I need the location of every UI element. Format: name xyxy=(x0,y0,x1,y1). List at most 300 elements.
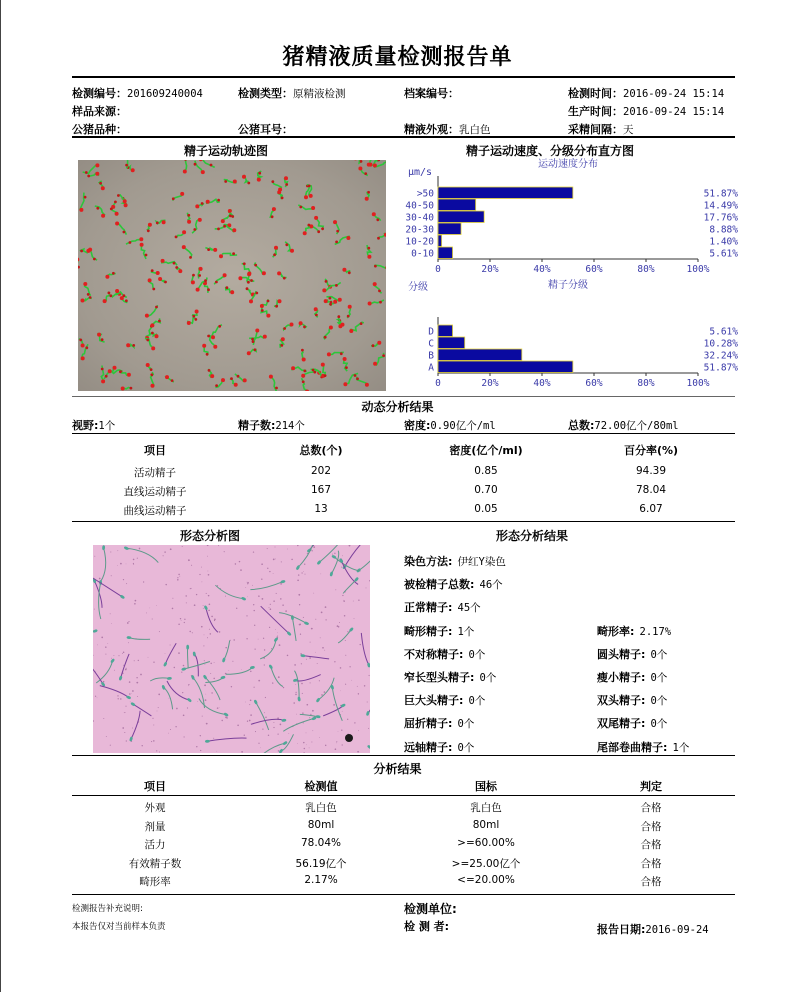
sperm-track xyxy=(280,337,285,348)
analysis-col-header: 国标 xyxy=(475,780,497,793)
sperm-track xyxy=(206,199,220,204)
stain-speck xyxy=(247,582,248,583)
stain-speck xyxy=(123,665,124,666)
summary-sperm-count: 精子数:214个 xyxy=(238,419,305,432)
stained-sperm xyxy=(93,658,106,687)
page-edge xyxy=(0,0,1,992)
stained-sperm xyxy=(330,684,342,720)
stain-speck xyxy=(345,684,346,685)
stained-sperm xyxy=(251,719,287,725)
speed-value-label: 8.88% xyxy=(709,224,738,236)
stain-speck xyxy=(216,751,217,752)
stained-sperm xyxy=(118,654,129,681)
stained-sperm xyxy=(205,738,247,743)
stain-speck xyxy=(282,604,284,606)
sperm-track xyxy=(342,268,350,275)
sperm-track xyxy=(325,279,333,289)
stain-speck xyxy=(208,574,210,576)
stain-speck xyxy=(192,632,193,633)
stain-speck xyxy=(246,638,247,639)
footer-report-date: 报告日期:2016-09-24 xyxy=(597,923,709,936)
table-cell: 167 xyxy=(310,484,332,496)
stain-speck xyxy=(127,622,129,624)
stain-speck xyxy=(262,598,264,600)
stain-speck xyxy=(126,583,127,584)
stain-speck xyxy=(117,565,118,566)
morph-item: 双头精子: 0个 xyxy=(597,694,668,707)
sperm-track xyxy=(365,191,370,201)
stain-speck xyxy=(324,691,326,693)
stain-speck xyxy=(351,680,352,681)
stain-speck xyxy=(201,626,203,628)
stain-speck xyxy=(369,675,370,676)
stained-sperm xyxy=(250,580,285,590)
speed-category-label: 10-20 xyxy=(405,236,434,248)
stain-speck xyxy=(317,663,318,664)
sperm-track xyxy=(192,218,202,233)
morph-item: 正常精子: 45个 xyxy=(404,601,481,614)
stained-sperm xyxy=(150,677,172,681)
sperm-track xyxy=(191,274,195,285)
grade-tick-label: 40% xyxy=(533,378,551,389)
stain-speck xyxy=(120,698,121,699)
stained-sperm xyxy=(215,585,246,601)
table-cell: >=60.00% xyxy=(457,837,515,849)
grade-category-label: B xyxy=(428,350,434,362)
stain-speck xyxy=(258,680,260,682)
stain-speck xyxy=(201,581,202,582)
stained-sperm xyxy=(343,577,359,594)
stain-speck xyxy=(178,574,180,576)
speed-category-label: 40-50 xyxy=(405,200,434,212)
stain-speck xyxy=(204,660,205,661)
stain-speck xyxy=(324,650,325,651)
sperm-track xyxy=(354,160,363,163)
stain-speck xyxy=(181,671,182,672)
stain-speck xyxy=(304,752,305,753)
stain-speck xyxy=(120,563,122,565)
sperm-track xyxy=(161,259,177,265)
stain-speck xyxy=(270,608,272,610)
stain-speck xyxy=(342,711,343,712)
stain-speck xyxy=(128,621,129,622)
dynamic-title: 动态分析结果 xyxy=(361,400,434,414)
stain-speck xyxy=(273,600,275,602)
stain-speck xyxy=(129,693,131,695)
stain-speck xyxy=(93,720,94,722)
stain-speck xyxy=(149,608,150,609)
sperm-track xyxy=(372,212,381,221)
stain-speck xyxy=(213,678,215,680)
sperm-track xyxy=(246,287,255,296)
sperm-track xyxy=(105,272,115,279)
stain-speck xyxy=(126,740,127,741)
stain-speck xyxy=(353,601,354,602)
speed-category-label: 20-30 xyxy=(405,224,434,236)
stain-speck xyxy=(191,565,192,566)
stain-speck xyxy=(246,615,247,616)
stain-speck xyxy=(269,627,270,628)
stain-speck xyxy=(197,701,198,702)
stained-sperm xyxy=(367,745,370,753)
sperm-track xyxy=(343,373,358,386)
speed-category-label: 0-10 xyxy=(411,248,434,260)
stain-speck xyxy=(277,733,278,734)
divider-top xyxy=(72,76,735,78)
morph-item: 被检精子总数: 46个 xyxy=(404,578,503,591)
stain-speck xyxy=(253,551,254,552)
stain-speck xyxy=(342,595,343,596)
stain-speck xyxy=(200,750,201,751)
stain-speck xyxy=(309,657,311,659)
stain-speck xyxy=(291,559,293,561)
table-cell: 合格 xyxy=(640,876,662,888)
stain-speck xyxy=(205,699,207,701)
stain-speck xyxy=(133,563,134,564)
stain-speck xyxy=(158,707,159,708)
stain-speck xyxy=(303,742,304,743)
stain-speck xyxy=(319,680,320,681)
stain-speck xyxy=(275,629,276,630)
sperm-track xyxy=(242,175,250,185)
stain-speck xyxy=(358,730,359,731)
stain-speck xyxy=(247,583,248,584)
stain-speck xyxy=(288,733,289,734)
stain-speck xyxy=(207,556,208,557)
sperm-track-overlay xyxy=(78,160,386,391)
stain-speck xyxy=(122,653,123,654)
morph-item: 双尾精子: 0个 xyxy=(597,717,668,730)
sperm-track xyxy=(147,223,152,232)
table-cell: 0.85 xyxy=(474,465,498,477)
stain-speck xyxy=(131,693,132,694)
footer-note-responsibility: 本报告仅对当前样本负责 xyxy=(72,922,166,932)
sperm-track xyxy=(221,213,232,223)
stain-speck xyxy=(185,595,186,596)
stain-speck xyxy=(124,732,125,733)
sperm-track xyxy=(194,161,205,174)
stain-speck xyxy=(250,714,252,716)
stain-speck xyxy=(272,682,273,683)
stain-speck xyxy=(342,555,343,556)
sperm-track xyxy=(119,370,131,377)
morph-item: 不对称精子: 0个 xyxy=(404,648,486,661)
stain-speck xyxy=(267,548,268,549)
stain-speck xyxy=(332,554,333,555)
stain-speck xyxy=(302,693,303,694)
dyn-col-header: 密度(亿个/ml) xyxy=(449,444,523,457)
stain-speck xyxy=(275,547,276,548)
table-cell: 活动精子 xyxy=(134,467,176,479)
stain-speck xyxy=(265,697,266,698)
stain-speck xyxy=(153,662,154,663)
stain-speck xyxy=(153,725,154,726)
sperm-track xyxy=(121,387,133,391)
stain-speck xyxy=(125,669,127,671)
stain-speck xyxy=(315,619,316,620)
divider-dynamic xyxy=(72,396,735,397)
stain-speck xyxy=(184,736,185,737)
stain-speck xyxy=(213,738,214,739)
speed-value-label: 51.87% xyxy=(703,188,738,200)
sperm-track xyxy=(214,273,226,284)
stain-speck xyxy=(187,707,188,708)
stain-speck xyxy=(177,577,178,578)
stained-sperm xyxy=(338,627,354,643)
table-cell: 2.17% xyxy=(304,874,338,886)
stain-speck xyxy=(105,654,106,655)
stain-speck xyxy=(209,604,211,606)
footer-note-supplement: 检测报告补充说明: xyxy=(72,904,143,914)
grade-chart-title: 精子分级 xyxy=(548,280,588,291)
stain-speck xyxy=(156,605,157,606)
stained-sperm xyxy=(193,651,199,676)
stain-speck xyxy=(148,657,149,658)
stain-speck xyxy=(366,587,367,588)
morph-item: 圆头精子: 0个 xyxy=(597,648,668,661)
field-sample-source: 样品来源： xyxy=(72,105,127,118)
divider-footer xyxy=(72,894,735,895)
table-cell: 80ml xyxy=(472,818,500,831)
stain-speck xyxy=(211,616,213,618)
grade-value-label: 10.28% xyxy=(703,338,738,350)
stain-speck xyxy=(254,625,255,626)
stain-speck xyxy=(280,583,282,585)
stain-speck xyxy=(279,747,280,748)
sperm-track xyxy=(101,366,105,384)
speed-chart-title: 运动速度分布 xyxy=(538,159,598,170)
stain-speck xyxy=(110,551,111,552)
debris-dot xyxy=(345,734,353,742)
stain-speck xyxy=(271,648,272,649)
table-cell: 合格 xyxy=(640,820,662,833)
speed-bar xyxy=(438,187,573,199)
stain-speck xyxy=(113,655,114,656)
stain-speck xyxy=(221,720,222,721)
sperm-track xyxy=(371,341,381,347)
stain-speck xyxy=(265,716,267,718)
stain-speck xyxy=(174,667,175,668)
table-cell: 6.07 xyxy=(639,503,663,515)
stain-speck xyxy=(188,684,189,685)
stain-speck xyxy=(279,644,281,646)
stained-sperm xyxy=(342,545,365,570)
stain-speck xyxy=(245,702,246,703)
stain-speck xyxy=(261,578,262,579)
table-cell: 外观 xyxy=(144,802,166,814)
stain-speck xyxy=(170,729,171,730)
stain-speck xyxy=(236,608,237,609)
stain-speck xyxy=(364,685,365,686)
stain-speck xyxy=(304,748,306,750)
stain-speck xyxy=(206,723,208,725)
stain-speck xyxy=(125,712,126,713)
stain-speck xyxy=(158,694,160,696)
stain-speck xyxy=(181,620,182,621)
stain-speck xyxy=(334,553,335,554)
sperm-track xyxy=(242,262,252,275)
stain-speck xyxy=(152,618,153,619)
stain-speck xyxy=(260,747,261,748)
speed-value-label: 14.49% xyxy=(703,200,738,212)
stain-speck xyxy=(142,745,143,746)
stain-speck xyxy=(313,593,314,594)
stain-speck xyxy=(298,574,299,575)
stain-speck xyxy=(208,571,209,572)
stain-speck xyxy=(335,748,337,750)
stain-speck xyxy=(287,549,288,550)
sperm-track xyxy=(374,265,386,270)
stain-speck xyxy=(105,646,107,648)
stain-speck xyxy=(188,559,190,561)
stain-speck xyxy=(244,735,245,736)
stain-speck xyxy=(358,599,359,600)
stain-speck xyxy=(204,684,206,686)
stain-speck xyxy=(301,683,303,685)
sperm-track xyxy=(145,338,155,350)
stain-speck xyxy=(129,681,131,683)
stain-speck xyxy=(97,697,98,698)
sperm-track xyxy=(110,208,119,216)
histogram-title: 精子运动速度、分级分布直方图 xyxy=(466,144,635,158)
sperm-track xyxy=(327,352,344,356)
stain-speck xyxy=(239,561,240,562)
field-semen-appearance: 精液外观：乳白色 xyxy=(404,123,491,136)
sperm-track xyxy=(224,180,237,184)
stain-speck xyxy=(97,645,98,646)
speed-tick-label: 60% xyxy=(585,264,603,275)
stain-speck xyxy=(111,658,112,659)
stain-speck xyxy=(165,584,166,585)
sperm-track xyxy=(205,248,217,252)
stain-speck xyxy=(139,548,141,550)
morph-result-title: 形态分析结果 xyxy=(496,529,569,543)
sperm-track xyxy=(158,277,167,283)
stain-speck xyxy=(118,655,119,656)
sperm-track xyxy=(269,375,278,391)
stain-speck xyxy=(224,551,225,552)
analysis-col-header: 判定 xyxy=(640,780,662,793)
speed-category-label: >50 xyxy=(416,188,434,200)
morph-item: 染色方法: 伊红Y染色 xyxy=(404,555,506,568)
stain-speck xyxy=(240,569,242,571)
stain-speck xyxy=(325,606,327,608)
stain-speck xyxy=(203,645,204,646)
morphology-overlay xyxy=(93,545,370,753)
speed-bar xyxy=(438,223,461,235)
dyn-col-header: 总数(个) xyxy=(299,444,343,457)
stain-speck xyxy=(281,561,282,562)
stain-speck xyxy=(369,580,370,582)
sperm-track xyxy=(203,281,210,293)
sperm-track xyxy=(187,318,197,325)
stained-sperm xyxy=(124,546,159,563)
stained-sperm xyxy=(261,606,292,636)
sperm-track xyxy=(175,266,182,273)
stain-speck xyxy=(312,730,313,731)
table-cell: 0.05 xyxy=(474,503,498,515)
stain-speck xyxy=(94,609,95,610)
stain-speck xyxy=(111,623,112,624)
stain-speck xyxy=(190,588,191,589)
table-cell: 曲线运动精子 xyxy=(123,505,187,517)
sperm-track xyxy=(195,202,204,208)
stain-speck xyxy=(295,692,296,693)
stained-sperm xyxy=(279,613,309,626)
stain-speck xyxy=(336,741,337,742)
stain-speck xyxy=(337,625,339,627)
stain-speck xyxy=(180,618,181,619)
stain-speck xyxy=(287,655,289,657)
sperm-track xyxy=(314,307,318,317)
stain-speck xyxy=(295,684,296,685)
distribution-histograms xyxy=(395,155,740,395)
stain-speck xyxy=(261,563,263,565)
stain-speck xyxy=(299,604,300,605)
stain-speck xyxy=(264,664,265,665)
stain-speck xyxy=(255,731,256,732)
stain-speck xyxy=(99,578,101,580)
stain-speck xyxy=(206,593,207,594)
stain-speck xyxy=(137,696,138,697)
stain-speck xyxy=(344,615,346,617)
stain-speck xyxy=(218,545,219,546)
table-cell: 乳白色 xyxy=(470,802,502,814)
sperm-track xyxy=(277,190,283,199)
stain-speck xyxy=(132,728,133,729)
table-cell: 78.04% xyxy=(300,837,342,849)
stain-speck xyxy=(126,564,127,565)
stain-speck xyxy=(233,639,234,640)
stain-speck xyxy=(297,743,298,744)
sperm-track xyxy=(356,377,369,387)
stain-speck xyxy=(157,711,158,712)
stain-speck xyxy=(336,743,337,744)
sperm-track xyxy=(103,292,111,304)
stain-speck xyxy=(204,635,205,636)
stain-speck xyxy=(264,649,265,650)
sperm-track xyxy=(150,318,160,327)
stain-speck xyxy=(123,652,125,654)
sperm-track xyxy=(97,333,105,343)
speed-value-label: 1.40% xyxy=(709,236,738,248)
stain-speck xyxy=(283,687,284,688)
stain-speck xyxy=(176,708,178,710)
stain-speck xyxy=(178,652,180,654)
stain-speck xyxy=(124,712,125,713)
stain-speck xyxy=(172,598,173,599)
stain-speck xyxy=(339,622,340,623)
stain-speck xyxy=(111,575,112,576)
sperm-track xyxy=(187,213,191,224)
stain-speck xyxy=(299,624,301,626)
stain-speck xyxy=(232,661,233,662)
stained-sperm xyxy=(300,654,329,659)
stain-speck xyxy=(225,596,226,597)
stain-speck xyxy=(277,635,278,636)
stained-sperm xyxy=(163,643,176,667)
stain-speck xyxy=(103,718,104,719)
stained-sperm xyxy=(296,545,315,570)
stain-speck xyxy=(270,604,271,605)
stain-speck xyxy=(159,752,160,753)
track-image-title: 精子运动轨迹图 xyxy=(184,144,269,158)
grade-bar xyxy=(438,325,453,337)
sperm-track xyxy=(215,223,232,230)
sperm-track xyxy=(148,278,156,290)
stain-speck xyxy=(360,644,361,645)
stain-speck xyxy=(210,633,212,635)
